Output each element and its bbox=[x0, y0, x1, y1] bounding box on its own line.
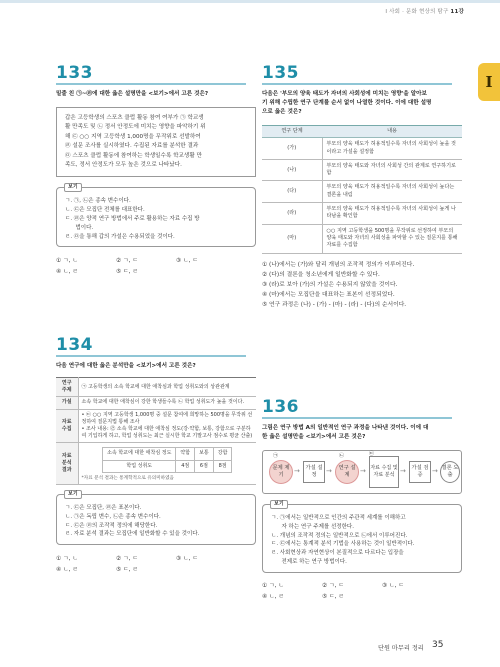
question-134 bbox=[56, 335, 256, 575]
bogi-item: ㄴ. ㉢은 모집단 전체를 대표한다. bbox=[65, 207, 145, 214]
result-cell: 8점 bbox=[213, 460, 232, 472]
row-label: 자료 수집 bbox=[56, 409, 78, 443]
row-content bbox=[78, 443, 256, 485]
table-row bbox=[262, 138, 462, 160]
stage-content: 부모의 양육 태도가 허용적일수록 자녀의 사회성이 높게 나타남을 확인함 bbox=[322, 203, 462, 225]
choice-5[interactable]: ⑤ ㄷ, ㄹ bbox=[322, 593, 344, 600]
column-header: 내용 bbox=[322, 126, 462, 138]
option-3[interactable]: ③ (라)로 보아 (가)의 가설은 수용되지 않았을 것이다. bbox=[262, 281, 398, 288]
stage-label: (라) bbox=[262, 203, 322, 225]
table-row bbox=[56, 409, 256, 443]
result-note: *자료 분석 결과는 통계학적으로 유의미하였음 bbox=[81, 475, 174, 481]
bogi-item: ㄹ. 사회현상과 자연현상이 본질적으로 다르다는 입장을 bbox=[271, 550, 404, 557]
bogi-item: ㄴ. 개념의 조작적 정의는 일반적으로 ㉡에서 이루어진다. bbox=[271, 532, 408, 539]
stage-content: 부모의 양육 태도가 허용적일수록 자녀의 사회성이 높다는 결론을 내림 bbox=[322, 181, 462, 203]
choice-2[interactable]: ② ㄱ, ㄷ bbox=[116, 258, 138, 265]
question-stem: 밑줄 친 ㉠~㉣에 대한 옳은 설명만을 <보기>에서 고른 것은? bbox=[56, 91, 209, 97]
answer-choices bbox=[56, 555, 256, 575]
bogi-item: ㄴ. ㉠은 독립 변수, ㉡은 종속 변수이다. bbox=[65, 513, 161, 520]
stage-label: (나) bbox=[262, 159, 322, 181]
flow-step-2: 가설 설정 bbox=[303, 461, 325, 483]
passage-line: ㉤ 스포츠 클럽 활동에 참여하는 학생일수록 학교생활 만 bbox=[65, 152, 202, 159]
unit-side-tab: I bbox=[478, 63, 500, 101]
question-stem: 다음 연구에 대한 옳은 분석만을 <보기>에서 고른 것은? bbox=[56, 363, 196, 369]
passage-line: 갑은 고등학생의 스포츠 클럽 활동 참여 여부가 ㉠ 학교생 bbox=[65, 115, 204, 121]
stage-content: 부모의 양육 태도와 자녀의 사회성 간의 관계로 연구하기로 함 bbox=[322, 159, 462, 181]
table-row bbox=[262, 203, 462, 225]
arrow-icon: → bbox=[326, 467, 332, 475]
choice-1[interactable]: ① ㄱ, ㄴ bbox=[56, 258, 78, 265]
flow-step-5: 가설 검증 bbox=[409, 461, 431, 483]
stem-line: 한 옳은 설명만을 <보기>에서 고른 것은? bbox=[262, 434, 366, 440]
table-row bbox=[262, 224, 462, 253]
question-stem bbox=[262, 90, 462, 117]
running-header: Ⅰ 사회 · 문화 현상의 탐구 11강 bbox=[385, 9, 464, 15]
bogi-box bbox=[262, 504, 462, 573]
choice-1[interactable]: ① ㄱ, ㄴ bbox=[262, 582, 284, 589]
passage-line: 해 ㉢ ○○ 지역 고등학생 1,000명을 무작위로 선발하여 bbox=[65, 133, 201, 140]
bogi-box bbox=[56, 494, 256, 545]
bogi-item: 법이다. bbox=[65, 224, 94, 231]
step-marker: ㉢ bbox=[369, 451, 375, 457]
arrow-icon: → bbox=[360, 467, 366, 475]
flow-step-1: 문제 제기 bbox=[269, 460, 293, 484]
bogi-item: 자 하는 연구 주제를 선정한다. bbox=[271, 523, 354, 530]
table-row bbox=[56, 443, 256, 485]
answer-choices bbox=[56, 257, 256, 277]
arrow-icon: → bbox=[432, 467, 438, 475]
bogi-item: ㄱ. ㉠, ㉡은 종속 변수이다. bbox=[65, 198, 131, 205]
question-number: 136 bbox=[262, 397, 299, 417]
column-header: 연구 단계 bbox=[262, 126, 322, 138]
answer-choices bbox=[262, 582, 462, 602]
stage-content: 부모의 양육 태도가 허용적일수록 자녀의 사회성이 높을 것이라고 가설을 설정함 bbox=[322, 138, 462, 160]
choice-4[interactable]: ④ ㄴ, ㄹ bbox=[56, 269, 78, 276]
stage-label: (다) bbox=[262, 181, 322, 203]
row-content: • ㉢ ○○ 지역 고등학생 1,000명 중 설문 참여에 희망하는 500명을 무작위 선정하여 질문지법 통해 조사 • 조사 내용: ㉣ 소속 학교에 대한 애착심 정도(강·약함, 보통, 강함으로 구분하여 기입하게 하고, 학업 성취도는 최근 실시한 학교 기말고사 점수로 평균 산출) bbox=[78, 409, 256, 443]
table-row bbox=[56, 397, 256, 409]
option-5[interactable]: ⑤ 연구 과정은 (나) - (가) - (마) - (라) - (다)의 순서이다. bbox=[262, 301, 407, 308]
step-marker: ㉠ bbox=[273, 453, 279, 459]
choice-5[interactable]: ⑤ ㄷ, ㄹ bbox=[116, 567, 138, 574]
process-diagram bbox=[262, 450, 462, 494]
row-label: 연구 주제 bbox=[56, 378, 78, 397]
question-136 bbox=[262, 397, 462, 602]
row-content: ㉠ 고등학생의 소속 학교에 대한 애착심과 학업 성취도와의 상관관계 bbox=[78, 378, 256, 397]
result-header: 소속 학교에 대한 애착심 정도 bbox=[103, 448, 176, 460]
page-number: 35 bbox=[432, 640, 444, 650]
bogi-item: ㄱ. ㉢은 모집단, ㉣은 표본이다. bbox=[65, 505, 142, 512]
passage-line: ㉣ 설문 조사를 실시하였다. 수집된 자료를 분석한 결과 bbox=[65, 143, 199, 150]
choice-2[interactable]: ② ㄱ, ㄷ bbox=[116, 556, 138, 563]
result-header: 강함 bbox=[213, 448, 232, 460]
choice-3[interactable]: ③ ㄴ, ㄷ bbox=[176, 258, 198, 265]
table-row bbox=[56, 378, 256, 397]
table-row bbox=[262, 181, 462, 203]
option-2[interactable]: ② (다)의 결론을 청소년에게 일반화할 수 있다. bbox=[262, 271, 380, 278]
choice-4[interactable]: ④ ㄴ, ㄹ bbox=[262, 593, 284, 600]
flow-step-4: 자료 수집 및 자료 분석 bbox=[369, 456, 399, 488]
passage-box bbox=[56, 107, 256, 177]
question-number: 134 bbox=[56, 335, 93, 355]
choice-2[interactable]: ② ㄱ, ㄷ bbox=[322, 582, 344, 589]
row-label: 자료 분석 결과 bbox=[56, 443, 78, 485]
question-rule bbox=[262, 417, 452, 419]
question-number: 133 bbox=[56, 63, 93, 83]
top-rule bbox=[0, 0, 500, 3]
result-header: 보통 bbox=[195, 448, 214, 460]
research-table bbox=[56, 377, 256, 485]
bogi-item: ㄹ. ㉤을 통해 갑의 가설은 수용되었을 것이다. bbox=[65, 233, 175, 240]
question-rule bbox=[56, 83, 246, 85]
bogi-item: ㄷ. ㉢에서는 통계적 분석 기법을 사용하는 것이 일반적이다. bbox=[271, 541, 415, 548]
stage-label: (마) bbox=[262, 224, 322, 253]
bogi-item: ㄷ. ㉣은 양적 연구 방법에서 주로 활용하는 자료 수집 방 bbox=[65, 216, 200, 223]
bogi-item: ㄷ. ㉢은 ㉣의 조작적 정의에 해당한다. bbox=[65, 522, 158, 529]
arrow-icon: → bbox=[400, 467, 406, 475]
stem-line: 으로 옳은 것은? bbox=[262, 109, 302, 115]
arrow-icon: → bbox=[294, 467, 300, 475]
bogi-item: ㄹ. 자료 분석 결과는 모집단에 일반화할 수 있을 것이다. bbox=[65, 531, 200, 538]
stage-table bbox=[262, 125, 462, 254]
row-content: 소속 학교에 대한 애착심이 강한 학생들수록 ㉡ 학업 성취도가 높을 것이다. bbox=[78, 397, 256, 409]
question-135 bbox=[262, 63, 462, 310]
passage-line: 활 만족도 및 ㉡ 정서 안정도에 미치는 영향을 파악하기 위 bbox=[65, 124, 206, 131]
result-cell: 4점 bbox=[176, 460, 195, 472]
flow-step-3: 연구 설계 bbox=[335, 460, 359, 484]
stem-line: 그림은 연구 방법 A의 일반적인 연구 과정을 나타낸 것이다. 이에 대 bbox=[262, 425, 429, 431]
bogi-item: ㄱ. ㉠에서는 일반적으로 인간의 주관적 세계를 이해하고 bbox=[271, 515, 406, 521]
question-number: 135 bbox=[262, 63, 299, 83]
footer-title: 단원 마무리 정리 bbox=[378, 645, 424, 652]
stem-line: 기 위해 수립한 연구 단계를 순서 없이 나열한 것이다. 이에 대한 설명 bbox=[262, 100, 432, 106]
bogi-label: 보기 bbox=[64, 490, 82, 499]
option-4[interactable]: ④ (마)에서는 모집단을 대표하는 표본이 선정되었다. bbox=[262, 291, 395, 298]
passage-line: 족도, 정서 안정도가 모두 높은 것으로 나타났다. bbox=[65, 162, 182, 169]
bogi-label: 보기 bbox=[64, 183, 82, 192]
result-header: 약함 bbox=[176, 448, 195, 460]
stem-line: 다음은 '부모의 양육 태도가 자녀의 사회성에 미치는 영향'을 알아보 bbox=[262, 91, 427, 97]
stage-label: (가) bbox=[262, 138, 322, 160]
choice-4[interactable]: ④ ㄴ, ㄹ bbox=[56, 567, 78, 574]
bogi-box bbox=[56, 187, 256, 247]
bogi-item: 전제로 하는 연구 방법이다. bbox=[271, 558, 347, 565]
question-133 bbox=[56, 63, 256, 277]
question-stem bbox=[262, 424, 462, 442]
choice-3[interactable]: ③ ㄴ, ㄷ bbox=[176, 556, 198, 563]
choice-1[interactable]: ① ㄱ, ㄴ bbox=[56, 556, 78, 563]
row-label: 가설 bbox=[56, 397, 78, 409]
result-table bbox=[102, 447, 232, 472]
result-cell: 학업 성취도 bbox=[103, 460, 176, 472]
question-rule bbox=[262, 83, 452, 85]
option-1[interactable]: ① (나)에서는 (가)와 달리 개념의 조작적 정의가 이루어진다. bbox=[262, 261, 415, 268]
result-cell: 6점 bbox=[195, 460, 214, 472]
answer-options bbox=[262, 260, 462, 310]
stage-content: ○○ 지역 고등학생을 500명을 무작위로 선정하여 부모의 양육 태도와 자녀의 사회성을 파악할 수 있는 질문지를 통해 자료를 수집함 bbox=[322, 224, 462, 253]
table-row bbox=[262, 159, 462, 181]
question-rule bbox=[56, 355, 246, 357]
bogi-label: 보기 bbox=[270, 500, 288, 509]
choice-3[interactable]: ③ ㄴ, ㄷ bbox=[382, 582, 404, 589]
flow-step-6: 결론 도출 bbox=[440, 461, 460, 483]
choice-5[interactable]: ⑤ ㄷ, ㄹ bbox=[116, 269, 138, 276]
step-marker: ㉡ bbox=[339, 453, 345, 459]
